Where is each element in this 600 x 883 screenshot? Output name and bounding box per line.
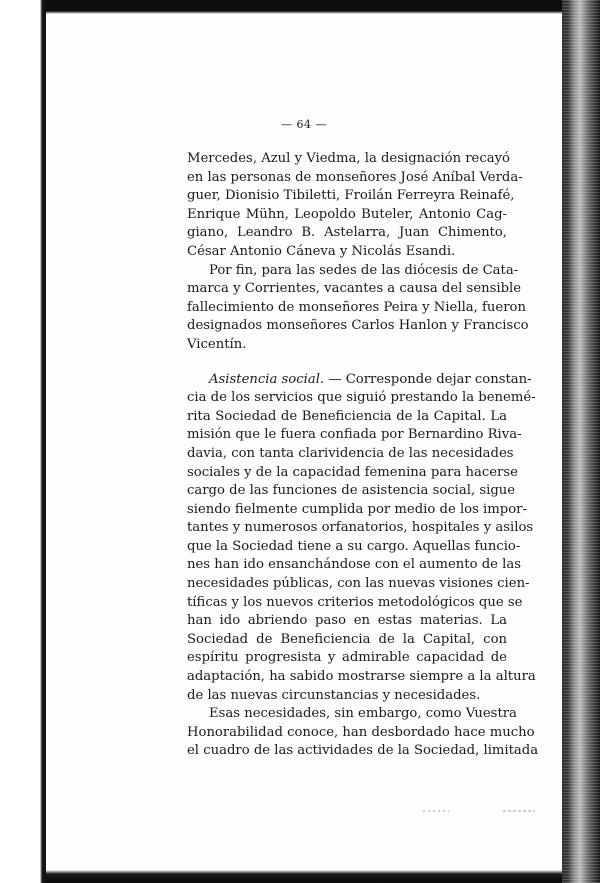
text-line: sociales y de la capacidad femenina para hacerse bbox=[187, 464, 518, 480]
text-line: rita Sociedad de Beneficiencia de la Capital. La bbox=[187, 408, 507, 424]
text-line: espíritu progresista y admirable capacidad de bbox=[187, 650, 507, 666]
text-line: Vicentín. bbox=[187, 336, 247, 352]
text-line: César Antonio Cáneva y Nicolás Esandi. bbox=[187, 243, 456, 259]
text-line: Enrique Mühn, Leopoldo Buteler, Antonio Cag- bbox=[187, 206, 507, 222]
scan-speck bbox=[503, 810, 535, 812]
book-spine-edge bbox=[562, 0, 600, 883]
text-line: de las nuevas circunstancias y necesidades. bbox=[187, 687, 481, 703]
scan-border-top bbox=[46, 0, 564, 14]
text-line: tíficas y los nuevos criterios metodológicos que se bbox=[187, 594, 523, 610]
text-line: tantes y numerosos orfanatorios, hospitales y asilos bbox=[187, 520, 534, 536]
scan-border-bottom bbox=[46, 870, 566, 883]
text-line: fallecimiento de monseñores Peira y Niella, fueron bbox=[187, 299, 526, 315]
scan-border-left bbox=[0, 0, 46, 883]
text-run: — Corresponde dejar constan- bbox=[324, 371, 532, 387]
text-line: designados monseñores Carlos Hanlon y Francisco bbox=[187, 318, 529, 334]
text-line: nes han ido ensanchándose con el aumento de las bbox=[187, 557, 521, 573]
text-line bbox=[187, 371, 532, 390]
text-line: necesidades públicas, con las nuevas visiones cien- bbox=[187, 576, 530, 592]
text-line: han ido abriendo paso en estas materias. La bbox=[187, 613, 507, 629]
text-line: Por fin, para las sedes de las diócesis de Cata- bbox=[209, 262, 519, 278]
body-text bbox=[187, 150, 539, 761]
text-line: el cuadro de las actividades de la Sociedad, limitada bbox=[187, 743, 539, 759]
text-line: en las personas de monseñores José Aníbal Verda- bbox=[187, 169, 523, 185]
text-line: Esas necesidades, sin embargo, como Vuestra bbox=[209, 706, 517, 722]
text-line: marca y Corrientes, vacantes a causa del sensible bbox=[187, 281, 522, 297]
text-line: Honorabilidad conoce, han desbordado hace mucho bbox=[187, 724, 535, 740]
page-number: — 64 — bbox=[281, 118, 327, 131]
text-line: siendo fielmente cumplida por medio de los impor- bbox=[187, 501, 527, 517]
text-line: giano, Leandro B. Astelarra, Juan Chimento, bbox=[187, 225, 507, 241]
text-line: cia de los servicios que siguió prestando la benemé- bbox=[187, 390, 536, 406]
page bbox=[48, 16, 560, 868]
section-heading: Asistencia social. bbox=[209, 371, 325, 387]
paragraph-gap bbox=[187, 355, 507, 371]
text-line: Sociedad de Beneficiencia de la Capital, con bbox=[187, 631, 507, 647]
scan-speck bbox=[423, 810, 449, 812]
text-line: que la Sociedad tiene a su cargo. Aquellas funcio- bbox=[187, 538, 521, 554]
text-line: misión que le fuera confiada por Bernardino Riva- bbox=[187, 427, 522, 443]
text-line: davia, con tanta clarividencia de las necesidades bbox=[187, 445, 514, 461]
text-line: adaptación, ha sabido mostrarse siempre a la altura bbox=[187, 669, 536, 685]
text-line: Mercedes, Azul y Viedma, la designación recayó bbox=[187, 151, 510, 166]
text-line: cargo de las funciones de asistencia social, sigue bbox=[187, 483, 516, 499]
text-line: guer, Dionisio Tibiletti, Froilán Ferreyra Reinafé, bbox=[187, 188, 515, 204]
